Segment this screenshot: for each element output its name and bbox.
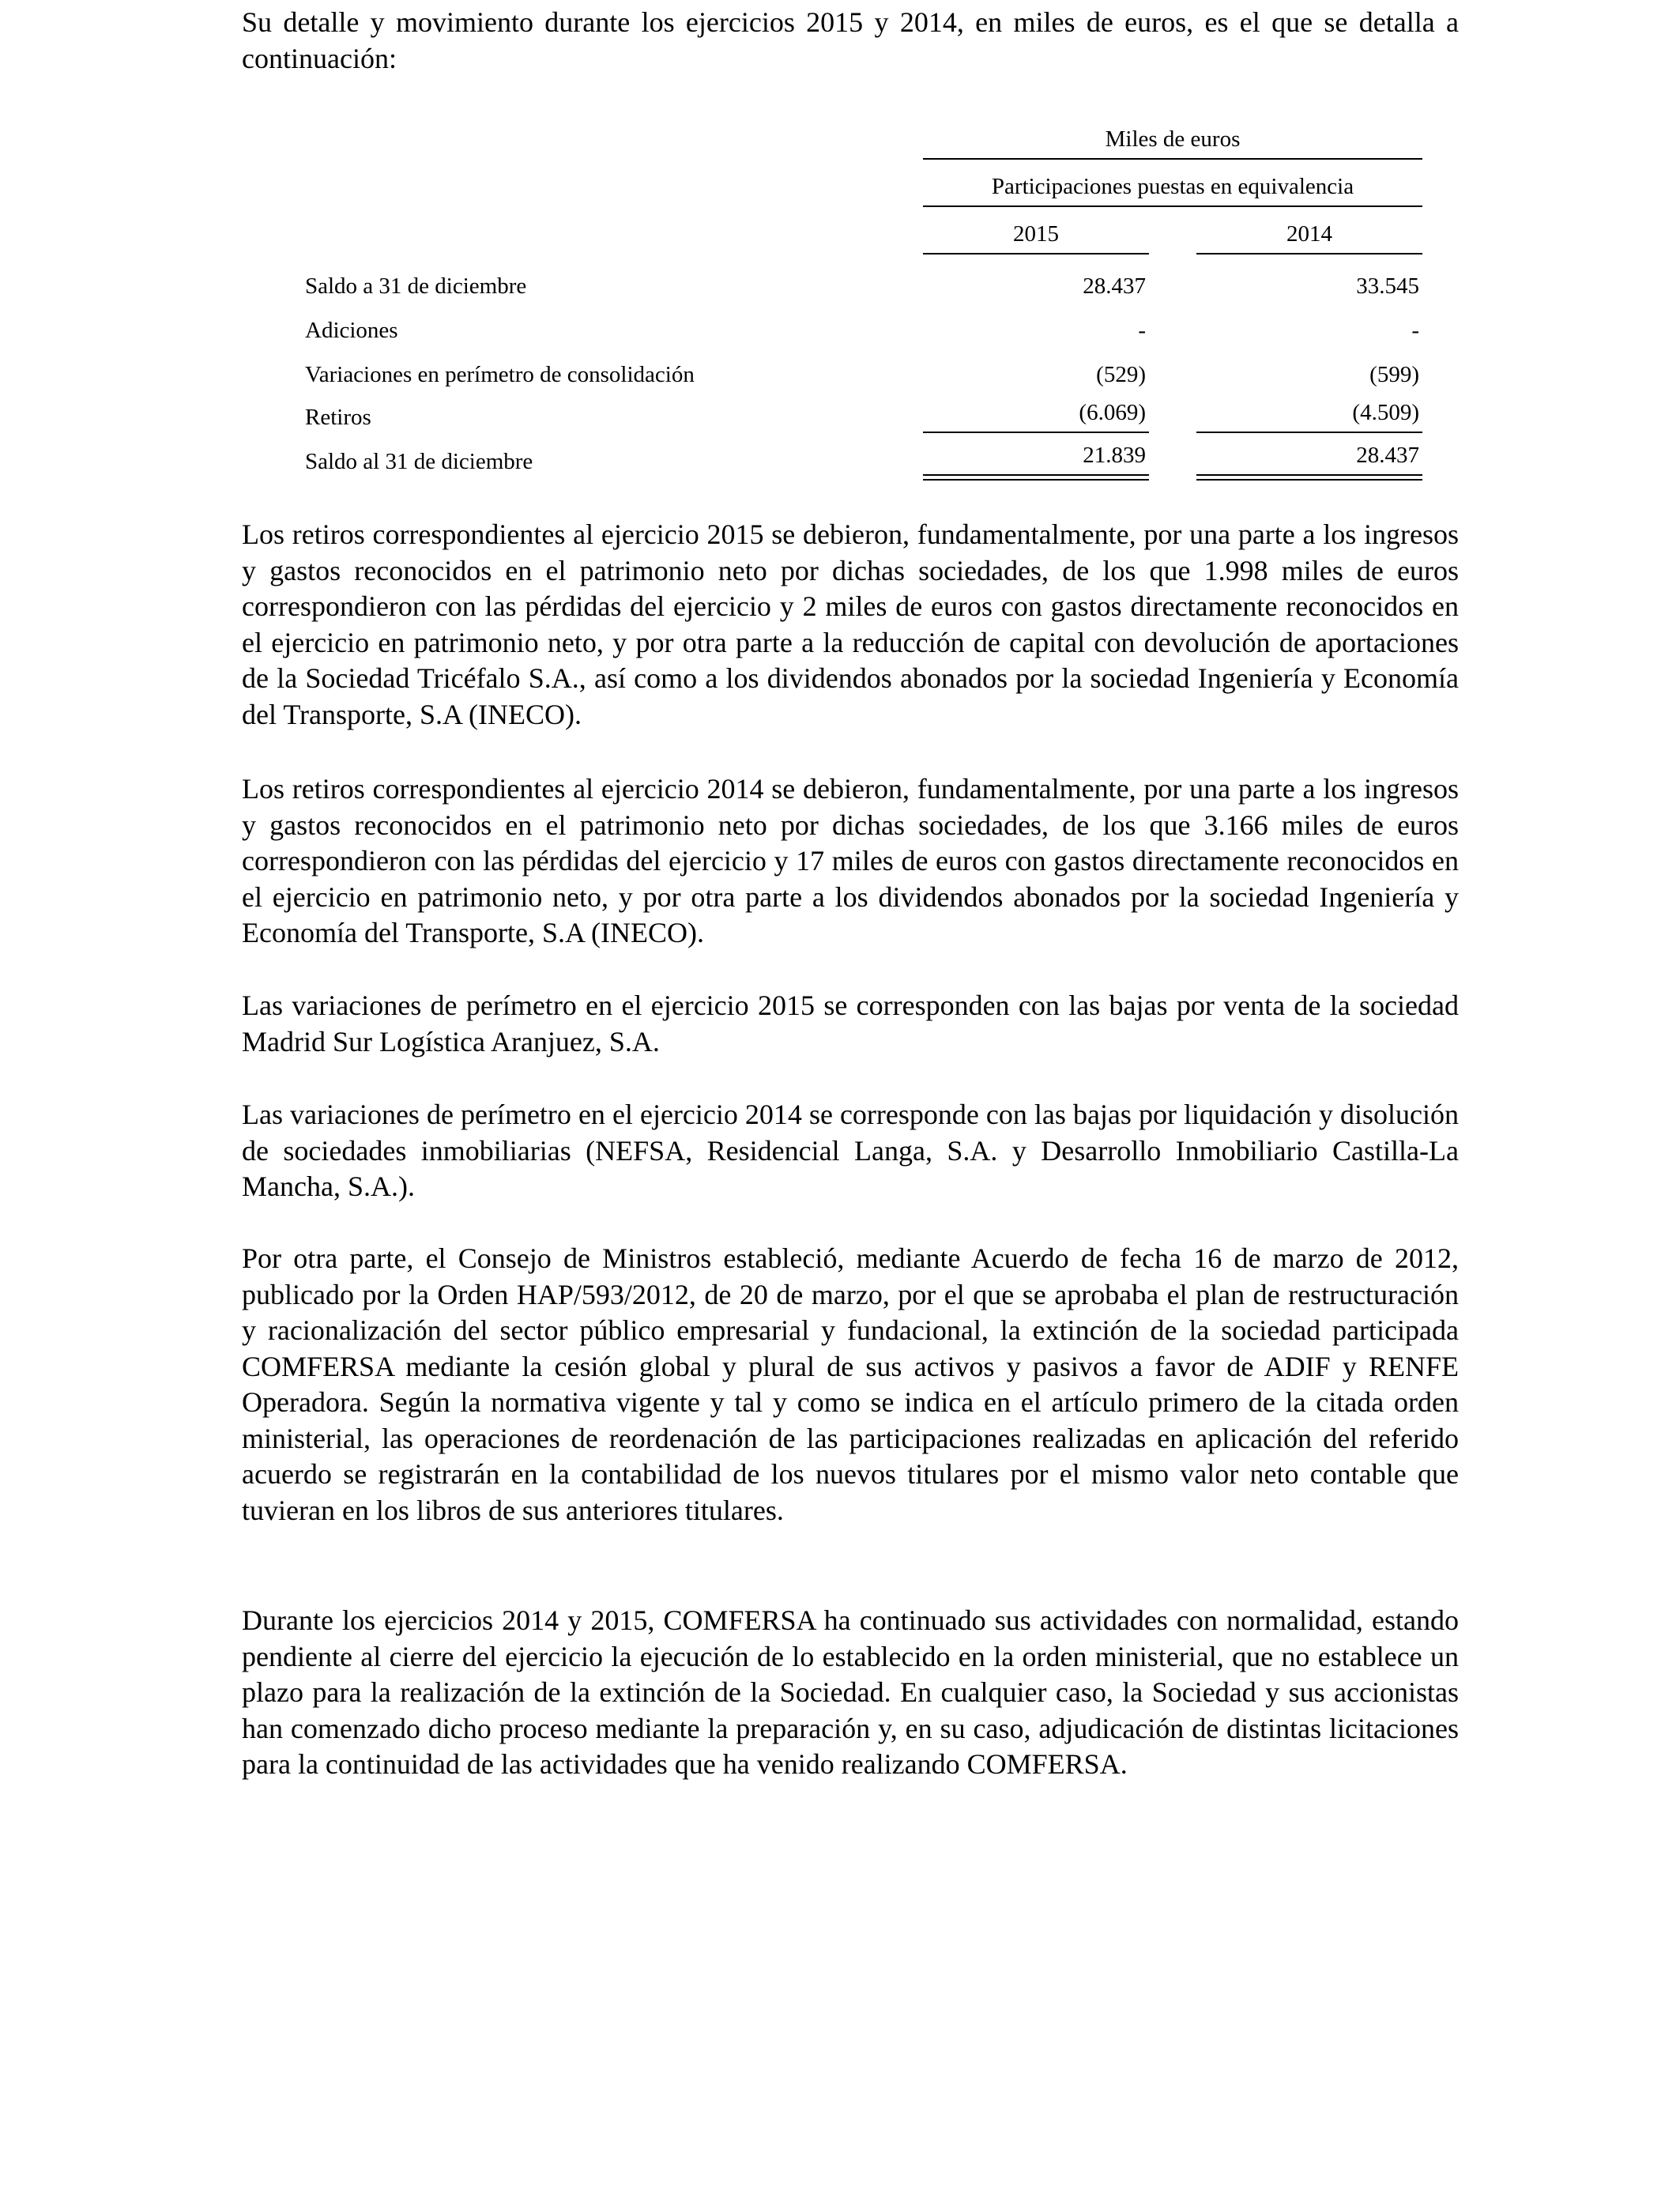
total-double-rule-2014 [1196,474,1422,481]
row-label: Retiros [305,405,371,430]
paragraph-6: Durante los ejercicios 2014 y 2015, COMFERSA ha continuado sus actividades con normalidad, estando pendiente al cierre del ejercicio la ejecución de lo establecido en la orden ministerial, que no establece un plazo para la realización de la extinción de la Sociedad. En cualquier caso, la Sociedad y sus accionistas han comenzado dicho proceso mediante la preparación y, en su caso, adjudicación de distintas licitaciones para la continuidad de las actividades que ha venido realizando COMFERSA. [242,1604,1459,1780]
header-unit: Miles de euros [1105,126,1241,152]
header-group: Participaciones puestas en equivalencia [991,174,1354,199]
col-2014-rule [1196,253,1422,254]
row-value-2015: (6.069) [1079,400,1146,425]
movement-table [0,0,1680,553]
row-value-2014: (4.509) [1352,400,1419,425]
row-value-2014: 28.437 [1356,443,1419,468]
row-label: Adiciones [305,318,398,343]
subtotal-rule-2015 [923,432,1149,433]
col-header-2015: 2015 [1013,221,1059,247]
col-2015-rule [923,253,1149,254]
row-value-2015: 28.437 [1083,273,1146,299]
paragraph-2: Los retiros correspondientes al ejercicio 2014 se debieron, fundamentalmente, por una parte a los ingresos y gastos reconocidos en el patrimonio neto por dichas sociedades, de los que 3.166 miles de euros correspondieron con las pérdidas del ejercicio y 17 miles de euros con gastos directamente reconocidos en el ejercicio en patrimonio neto, y por otra parte a los dividendos abonados por la sociedad Ingeniería y Economía del Transporte, S.A (INECO). [242,773,1459,948]
intro-paragraph: Su detalle y movimiento durante los ejercicios 2015 y 2014, en miles de euros, es el que se detalla a continuación: [242,6,1459,74]
row-value-2015: (529) [1096,362,1146,387]
row-label: Saldo al 31 de diciembre [305,449,533,474]
header-unit-rule [923,158,1422,160]
col-header-2014: 2014 [1286,221,1332,247]
paragraph-1: Los retiros correspondientes al ejercicio 2015 se debieron, fundamentalmente, por una parte a los ingresos y gastos reconocidos en el patrimonio neto por dichas sociedades, de los que 1.998 miles de euros correspondieron con las pérdidas del ejercicio y 2 miles de euros con gastos directamente reconocidos en el ejercicio en patrimonio neto, y por otra parte a la reducción de capital con devolución de aportaciones de la Sociedad Tricéfalo S.A., así como a los dividendos abonados por la sociedad Ingeniería y Economía del Transporte, S.A (INECO). [242,518,1459,730]
row-label: Variaciones en perímetro de consolidación [305,362,695,387]
row-value-2014: (599) [1369,362,1419,387]
subtotal-rule-2014 [1196,432,1422,433]
paragraph-5: Por otra parte, el Consejo de Ministros estableció, mediante Acuerdo de fecha 16 de marzo de 2012, publicado por la Orden HAP/593/2012, de 20 de marzo, por el que se aprobaba el plan de restructuración y racionalización del sector público empresarial y fundacional, la extinción de la sociedad participada COMFERSA mediante la cesión global y plural de sus activos y pasivos a favor de ADIF y RENFE Operadora. Según la normativa vigente y tal y como se indica en el artículo primero de la citada orden ministerial, las operaciones de reordenación de las participaciones realizadas en aplicación del referido acuerdo se registrarán en la contabilidad de los nuevos titulares por el mismo valor neto contable que tuvieran en los libros de sus anteriores titulares. [242,1242,1459,1526]
total-double-rule-2015 [923,474,1149,481]
row-label: Saldo a 31 de diciembre [305,273,527,299]
row-value-2014: 33.545 [1356,273,1419,299]
row-value-2015: - [1138,318,1146,343]
paragraph-3: Las variaciones de perímetro en el ejercicio 2015 se corresponden con las bajas por venta de la sociedad Madrid Sur Logística Aranjuez, S.A. [242,990,1459,1057]
paragraph-4: Las variaciones de perímetro en el ejercicio 2014 se corresponde con las bajas por liquidación y disolución de sociedades inmobiliarias (NEFSA, Residencial Langa, S.A. y Desarrollo Inmobiliario Castilla-La Mancha, S.A.). [242,1099,1459,1202]
row-value-2015: 21.839 [1083,443,1146,468]
header-group-rule [923,205,1422,207]
row-value-2014: - [1411,318,1419,343]
